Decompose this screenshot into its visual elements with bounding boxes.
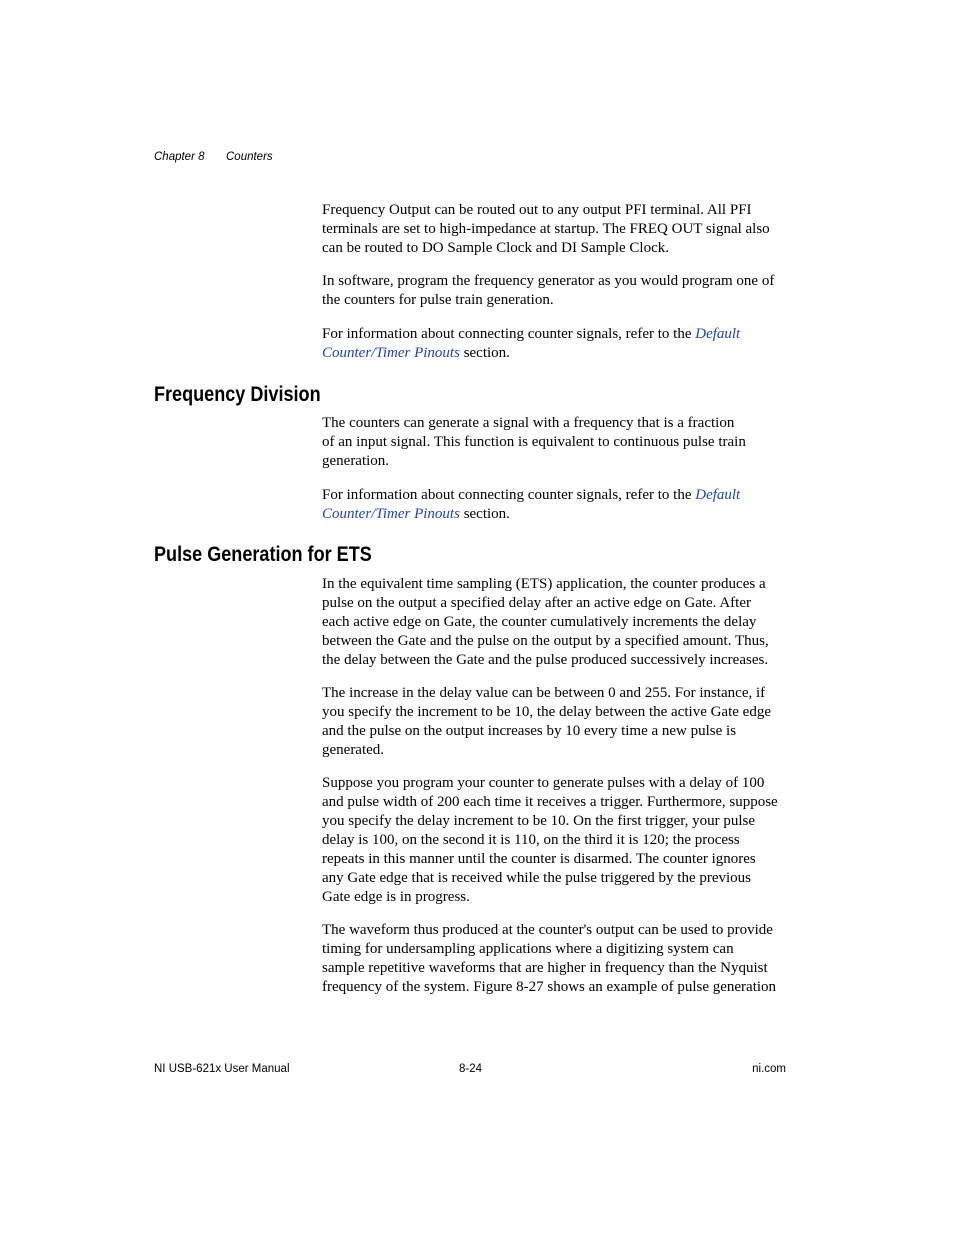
- default-pinouts-link-continued[interactable]: Counter/Timer Pinouts: [322, 345, 460, 361]
- intro-paragraph-2: [322, 272, 790, 310]
- text-line: you specify the delay increment to be 10. On the first trigger, your pulse: [322, 813, 756, 829]
- text-line: repeats in this manner until the counter is disarmed. The counter ignores: [322, 851, 756, 867]
- text-line: sample repetitive waveforms that are higher in frequency than the Nyquist: [322, 960, 768, 976]
- text-line: and the pulse on the output increases by 10 every time a new pulse is: [322, 723, 737, 739]
- default-pinouts-link[interactable]: Default: [695, 326, 741, 342]
- reference-text: For information about connecting counter signals, refer to the: [322, 326, 696, 342]
- reference-text-end: section.: [459, 506, 510, 522]
- intro-paragraph-3: [322, 325, 790, 363]
- default-pinouts-link[interactable]: Default: [695, 487, 741, 503]
- text-line: generated.: [322, 742, 385, 758]
- reference-text: For information about connecting counter signals, refer to the: [322, 487, 696, 503]
- running-header: [154, 150, 273, 164]
- text-line: terminals are set to high-impedance at startup. The FREQ OUT signal also: [322, 221, 770, 237]
- ets-paragraph-4: [322, 921, 790, 997]
- ets-paragraph-3: [322, 774, 790, 907]
- text-line: each active edge on Gate, the counter cumulatively increments the delay: [322, 614, 757, 630]
- text-line: Frequency Output can be routed out to any output PFI terminal. All PFI: [322, 202, 752, 218]
- text-line: between the Gate and the pulse on the output by a specified amount. Thus,: [322, 633, 769, 649]
- text-line: In software, program the frequency generator as you would program one of: [322, 273, 775, 289]
- footer-manual-title: NI USB-621x User Manual: [154, 1063, 290, 1075]
- text-line: you specify the increment to be 10, the delay between the active Gate edge: [322, 704, 771, 720]
- text-line: delay is 100, on the second it is 110, on the third it is 120; the process: [322, 832, 740, 848]
- text-line: The counters can generate a signal with a frequency that is a fraction: [322, 415, 735, 431]
- chapter-number: Chapter 8: [154, 151, 205, 163]
- text-line: pulse on the output a specified delay after an active edge on Gate. After: [322, 595, 751, 611]
- text-line: Gate edge is in progress.: [322, 889, 470, 905]
- frequency-division-paragraph-2: [322, 486, 790, 524]
- text-line: The increase in the delay value can be between 0 and 255. For instance, if: [322, 685, 766, 701]
- footer-website: ni.com: [752, 1063, 786, 1075]
- pulse-generation-ets-heading: Pulse Generation for ETS: [154, 543, 372, 566]
- text-line: frequency of the system. Figure 8-27 shows an example of pulse generation: [322, 979, 777, 995]
- text-line: of an input signal. This function is equivalent to continuous pulse train: [322, 434, 746, 450]
- frequency-division-paragraph-1: [322, 414, 790, 471]
- ets-paragraph-1: [322, 575, 790, 670]
- text-line: and pulse width of 200 each time it receives a trigger. Furthermore, suppose: [322, 794, 778, 810]
- text-line: The waveform thus produced at the counter's output can be used to provide: [322, 922, 773, 938]
- frequency-division-heading: Frequency Division: [154, 383, 321, 406]
- text-line: the counters for pulse train generation.: [322, 292, 554, 308]
- text-line: can be routed to DO Sample Clock and DI Sample Clock.: [322, 240, 670, 256]
- footer-page-number: 8-24: [459, 1063, 483, 1075]
- text-line: generation.: [322, 453, 390, 469]
- intro-paragraph-1: [322, 201, 790, 258]
- default-pinouts-link-continued[interactable]: Counter/Timer Pinouts: [322, 506, 460, 522]
- text-line: Suppose you program your counter to generate pulses with a delay of 100: [322, 775, 765, 791]
- text-line: In the equivalent time sampling (ETS) application, the counter produces a: [322, 576, 766, 592]
- reference-text-end: section.: [459, 345, 510, 361]
- chapter-title: Counters: [226, 151, 273, 163]
- ets-paragraph-2: [322, 684, 790, 760]
- text-line: timing for undersampling applications where a digitizing system can: [322, 941, 734, 957]
- text-line: any Gate edge that is received while the pulse triggered by the previous: [322, 870, 752, 886]
- text-line: the delay between the Gate and the pulse produced successively increases.: [322, 652, 769, 668]
